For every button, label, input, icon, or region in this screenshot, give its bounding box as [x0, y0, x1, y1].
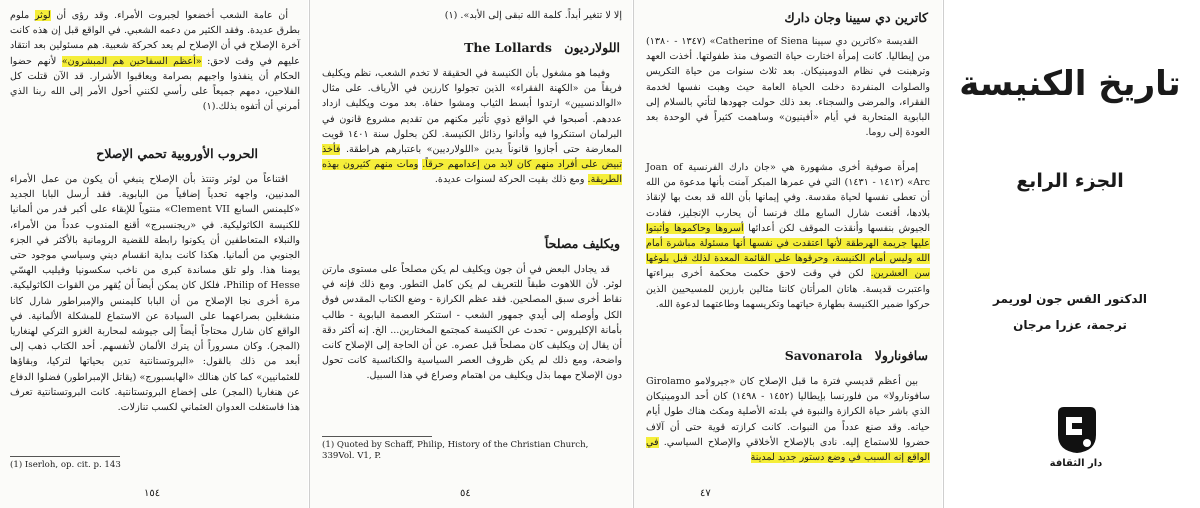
footnote-marker: (١)	[444, 10, 458, 21]
text-run: إلا لا تتغير أبداً. كلمة الله تبقى إلى الأبد».	[460, 10, 622, 21]
cover-translator: ترجمة، عزرا مرجان	[1013, 318, 1127, 332]
text-run: بين أعظم قديسي فترة ما قبل الإصلاح كان «جيرولامو Girolamo سافونارولا» من فلورنسا بإيطاليا (١٤٥٢ - ١٤٩٨) كان أحد الدومينيكان الذي باشر حياة الكرازة والنبوة في بلدته الأصلية ومكث هناك طول أيام حياته. وقد صنع عدداً من النبوات. كانت كرازته قوية حتى أن آلاف حضروا للاستماع إليه. نادى بالإصلاح الأخلاقي والإصلاح السياسي.	[646, 376, 931, 448]
page-54-top-line	[322, 8, 622, 27]
page-154-heading: الحروب الأوروبية تحمي الإصلاح	[96, 146, 258, 161]
highlighted-text: فأخذ تبيض على أفراد منهم كان لابد من إعدامهم حرقاً.	[322, 144, 622, 171]
text-run: لكن في وقت لاحق حكمت محكمة أخرى ببراءتها واعتبرت قديسة. هاتان المرأتان كانتا مثالين بارزين للمسيحيين الذين حركوا ضمير الكنيسة بطهارة حياتهما وتكريسهما وطاعتهما لدعوة الله.	[646, 268, 930, 310]
page-47-body-2	[646, 160, 930, 316]
publisher-logo-icon	[1052, 405, 1102, 455]
page-54-paragraph-2: قد يجادل البعض في أن جون ويكليف لم يكن مصلحاً على مستوى مارتن لوثر. لأن اللاهوت طبقاً للتعريف لم يكن كامل التطور. ومع ذلك فإنه في نقاط أخرى سبق المصلحين. فقد عظم الكرازة - وضع الكتاب المقدس فوق الكل وأوصله إلى أيدي جمهور الشعب - استنكر العصمة البابوية - طالب بأمانة الإكليروس - تحدث عن الكنيسة كمجتمع المختارين... الخ. إنه أكثر دقة أن يقال إن ويكليف كان مصلحاً قبل عصره. عن أن الحاجة إلى الإصلاح كانت واضحة، ومع ذلك لم يكن ظروف العصر السياسية والكنائسية كانت تحول دون الإصلاح مهما بذل ويكليف من اهتمام وصراع في هذا السبيل.	[322, 264, 622, 382]
cover-volume: الجزء الرابع	[1016, 170, 1124, 192]
publisher-name: دار الثقافة	[1049, 458, 1103, 469]
page-54-body-2	[322, 262, 622, 388]
page-47-paragraph-2	[646, 160, 930, 312]
page-54-paragraph-1	[322, 66, 622, 188]
page-number: ٥٤	[460, 488, 471, 499]
highlighted-text: ومات منهم كثيرون بهذه الطريقة.	[322, 159, 622, 186]
page-54-heading-2: ويكليف مصلحاً	[544, 236, 620, 251]
footnote-rule	[10, 456, 120, 457]
page-54-body-1	[322, 66, 622, 192]
text-run: لأنهم حضوا الحكام أن ينفذوا واجبهم بصرامة ويعاقبوا الأشرار. قد الآن قتلت كل الفلاحين، دمهم جميعاً على رأسي لكنني أحول الأمر إلى الله ربنا الذي أمرني أن أتفوه بذلك.	[10, 55, 300, 113]
page-number: ١٥٤	[144, 488, 161, 499]
page-154-footnote: (1) Iserloh, op. cit. p. 143	[10, 460, 121, 470]
cover-title: تاريخ الكنيسة	[959, 64, 1181, 104]
page-47-paragraph-3	[646, 374, 930, 465]
page-154-paragraph-1	[10, 8, 300, 114]
heading-arabic: سافونارولا	[874, 348, 928, 363]
highlighted-text: في الواقع إنه السبب في وضع دستور جديد لمدينة	[646, 436, 930, 464]
page-154-paragraph-2: اقتناعاً من لوثر وتنتذ بأن الإصلاح ينبغي أن يكون من عمل الأمراء المدنيين، واجهه تحدياً إضافياً من البابوية. فقد أرسل البابا الجديد «كليمنس السابع Clement VII» منتوياً للإبقاء على أكبر قدر من ألمانيا للكنيسة الكاثوليكية. في «ريجنسبرج» أقنع المندوب عدداً من الأمراء، والنبلاء المتعاطفين أن يكونوا رابطة للقضية الرومانية بالأكثر في الجزء الجنوبي من ألمانيا. هكذا كانت بداية انقسام ديني وسياسي موجود حتى يومنا هذا. ولو تلق مساندة كبرى من ناخب سكسونيا وفيليب الهسّي Philip of Hesse، فلكل كان يمكن أيضاً أن يُقهر من القوات الكاثوليكية. مرة أخرى نجا الإصلاح من أن البابا كليمنس والإمبراطور شارل كانا منشغلين بصراعهما على السيادة عن الاستماع للمشكلة الألمانية. في الواقع كان شارل محتاجاً أيضاً إلى جيوشه لمحاربة الغزو التركي لهنغاريا (المجر). وكان مسروراً أن يترك الألمان لأنفسهم. أحد الكتاب ذهب إلى أبعد من ذلك بالقول: «البروتستانتية تدين بحياتها لتركيا، وبقاؤها للعثمانيين» كما كان هنالك «الهابسبورج» (يقاتل الإمبراطور) فضلوا الدفاع عن هنغاريا (المجر) على إخضاع البروتستانتية. كانت البروتستانتية تعرف هذا فاستغلت العدوان العثماني لكسب تنازلات.	[10, 174, 300, 414]
highlighted-text: أسروها وحاكموها وأثبتوا عليها جريمة الهرطقة لأنها اعتقدت في نفسها أنها مسئولة مباشرة أمام الله وليس أمام الكنيسة، وحرقوها على القائمة المعدة لذلك قبل بلوغها سن العشرين.	[646, 222, 930, 280]
page-54	[310, 0, 632, 508]
page-154	[0, 0, 308, 508]
page-47-body-1	[646, 34, 930, 144]
page-54-heading	[464, 40, 620, 55]
page-154-body	[10, 8, 300, 118]
highlighted-text: لوثر	[34, 10, 51, 21]
heading-english: The Lollards	[464, 40, 552, 55]
text-run: ملوم بطرق عديدة. وفقد الكثير من دعمه الشعبي. في الواقع قبل إن هذه كانت آخرة الإصلاح في أن الإصلاح لم يعد كحركة شعبية. هم مسئولين بعد انتقاد عليهم في وقت لاحق:	[10, 10, 301, 67]
page-54-top-paragraph	[322, 8, 622, 23]
text-run: إمرأة صوفية أخرى مشهورة هي «جان دارك الفرنسية Joan of Arc» (١٤١٢ - ١٤٣١) التي في عمرها المبكر آمنت بأنها مدعوة من الله أن تعطى نفسها لحياة مقدسة. وفي إيمانها بأن الله قد بعث بها لإنقاذ بلادها، أقنعت شارل السابع ملك فرنسا أن يحارب الإنجليز، فقادت الجيوش بنفسها وأنقذت الموقف لكن أعدائها	[646, 162, 930, 234]
footnote-marker: (١)	[202, 101, 216, 113]
highlighted-text: «أعظم السفاحين هم المبشرون»	[61, 55, 202, 67]
text-run: وفيما هو مشغول بأن الكنيسة في الحقيقة لا تخدم الشعب، نظم ويكليف فريقاً من «الكهنة الفقراء» الذين تجولوا كارزين في الأرياف. على مثال «الوالدنسيين» ارتدوا أبسط الثياب ومشوا حفاة. بعد موت ويكليف ازداد عددهم. أصبحوا في الواقع ذوي تأثير مكنهم من تقديم مشروع قانون في البرلمان استنكروا فيه وأدانوا رذائل الكنيسة. لكن بحلول سنة ١٤٠١ قويت المعارضة حتى أجازوا قانوناً يدين «اللولارديين» باعتبارهم هراطقة.	[322, 68, 622, 156]
page-47-heading-2	[785, 348, 928, 363]
text-run: ومع ذلك بقيت الحركة لسنوات عديدة.	[434, 174, 588, 186]
page-47-heading-1: كاترين دي سيينا وجان دارك	[784, 10, 928, 25]
text-run: أن عامة الشعب أخضعوا لجبروت الأمراء. وقد رؤى أن	[50, 10, 288, 21]
page-47	[634, 0, 942, 508]
page-47-body-3	[646, 374, 930, 469]
page-54-footnote: (1) Quoted by Schaff, Philip, History of the Christian Church, 339Vol. V1, P.	[322, 440, 589, 461]
footnote-rule	[322, 436, 432, 437]
cover-author: الدكتور القس جون لوريمر	[993, 292, 1147, 306]
page-154-body-2	[10, 172, 300, 419]
page-number: ٤٧	[700, 488, 711, 499]
heading-arabic: اللولارديون	[564, 40, 620, 55]
page-47-paragraph-1: القديسة «كاترين دي سيينا Catherine of Siena» (١٣٤٧ - ١٣٨٠) من إيطاليا. كانت إمرأة اختارت حياة التصوف منذ طفولتها. أخذت العهد وترهبنت في نظام الدومينيكان. بعد ثلاث سنوات من حياة التكريس والصلوات المنفردة دخلت الحياة العامة حيث وهبت نفسها لخدمة الفقراء، والمرضى والسجناء. بعد ذلك حولت جهودها لتأتي بالسلام إلى البابوية المتحاربة في أيام «أفينيون» وساهمت كثيراً في الوحدة بعد العودة إلى روما.	[646, 36, 930, 139]
heading-english: Savonarola	[784, 348, 863, 363]
